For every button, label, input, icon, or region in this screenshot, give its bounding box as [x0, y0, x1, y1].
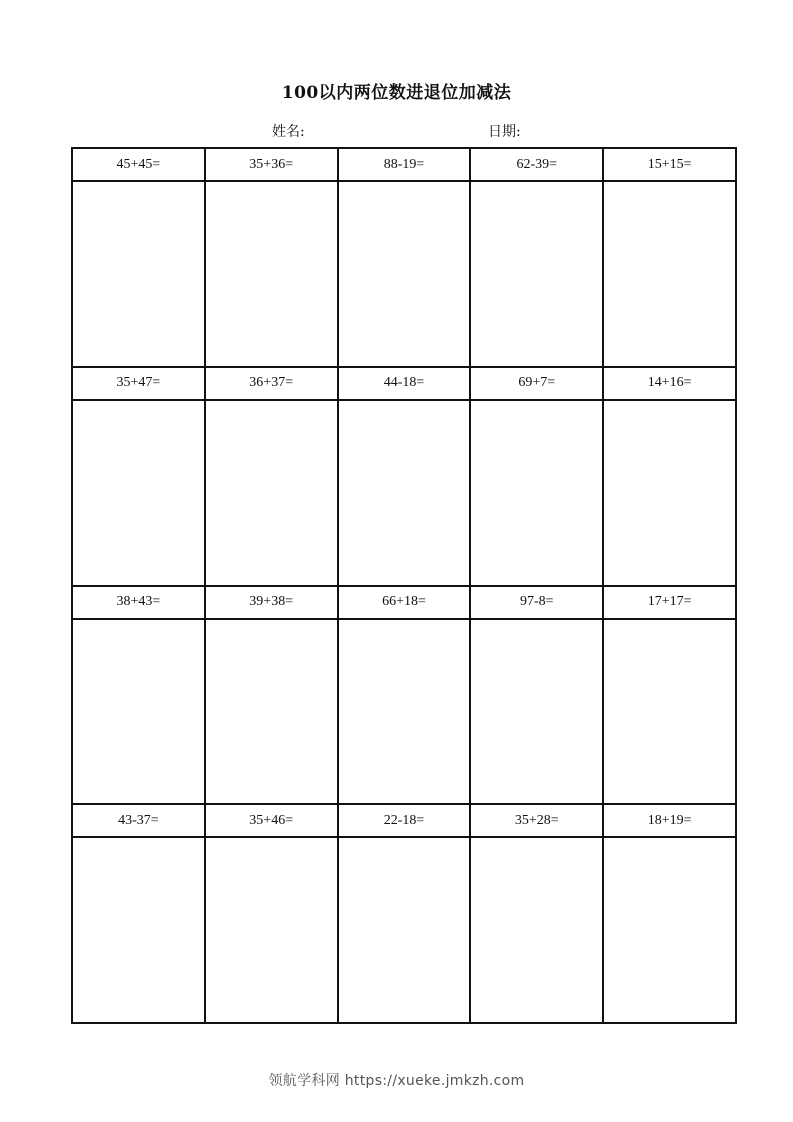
work-area[interactable] [471, 182, 602, 366]
problem-text: 69+7= [471, 368, 602, 401]
problem-cell [471, 805, 604, 1024]
problem-cell [604, 368, 737, 587]
problem-cell [339, 149, 472, 368]
work-area[interactable] [604, 620, 735, 804]
work-area[interactable] [206, 620, 337, 804]
problem-text: 36+37= [206, 368, 337, 401]
problem-text: 66+18= [339, 587, 470, 620]
work-area[interactable] [206, 182, 337, 366]
problem-cell [73, 587, 206, 806]
problem-text: 62-39= [471, 149, 602, 182]
problem-cell [339, 587, 472, 806]
problem-cell [206, 368, 339, 587]
problem-cell [339, 805, 472, 1024]
problem-cell [471, 368, 604, 587]
work-area[interactable] [73, 182, 204, 366]
problem-cell [471, 587, 604, 806]
problem-text: 45+45= [73, 149, 204, 182]
name-field-label: 姓名: [272, 124, 305, 140]
problem-text: 43-37= [73, 805, 204, 838]
problem-cell [471, 149, 604, 368]
footer-watermark: 领航学科网 https://xueke.jmkzh.com [268, 1073, 525, 1089]
problem-cell [604, 587, 737, 806]
date-field-label: 日期: [488, 124, 521, 140]
worksheet-title: 100以内两位数进退位加减法 [281, 83, 512, 103]
problem-cell [604, 149, 737, 368]
work-area[interactable] [471, 838, 602, 1022]
problem-text: 44-18= [339, 368, 470, 401]
problem-cell [73, 368, 206, 587]
problem-text: 18+19= [604, 805, 735, 838]
problem-grid [71, 147, 737, 1024]
work-area[interactable] [339, 838, 470, 1022]
problem-cell [339, 368, 472, 587]
work-area[interactable] [73, 838, 204, 1022]
work-area[interactable] [339, 620, 470, 804]
problem-text: 88-19= [339, 149, 470, 182]
work-area[interactable] [339, 182, 470, 366]
problem-text: 39+38= [206, 587, 337, 620]
problem-cell [206, 805, 339, 1024]
problem-text: 35+28= [471, 805, 602, 838]
problem-cell [604, 805, 737, 1024]
problem-cell [206, 587, 339, 806]
work-area[interactable] [604, 182, 735, 366]
problem-text: 35+46= [206, 805, 337, 838]
problem-cell [73, 805, 206, 1024]
problem-cell [206, 149, 339, 368]
work-area[interactable] [471, 401, 602, 585]
work-area[interactable] [339, 401, 470, 585]
problem-text: 17+17= [604, 587, 735, 620]
work-area[interactable] [73, 401, 204, 585]
problem-text: 22-18= [339, 805, 470, 838]
problem-cell [73, 149, 206, 368]
work-area[interactable] [206, 401, 337, 585]
work-area[interactable] [471, 620, 602, 804]
problem-text: 15+15= [604, 149, 735, 182]
work-area[interactable] [604, 401, 735, 585]
problem-text: 97-8= [471, 587, 602, 620]
work-area[interactable] [604, 838, 735, 1022]
problem-text: 14+16= [604, 368, 735, 401]
problem-text: 35+47= [73, 368, 204, 401]
work-area[interactable] [206, 838, 337, 1022]
work-area[interactable] [73, 620, 204, 804]
problem-text: 38+43= [73, 587, 204, 620]
problem-text: 35+36= [206, 149, 337, 182]
